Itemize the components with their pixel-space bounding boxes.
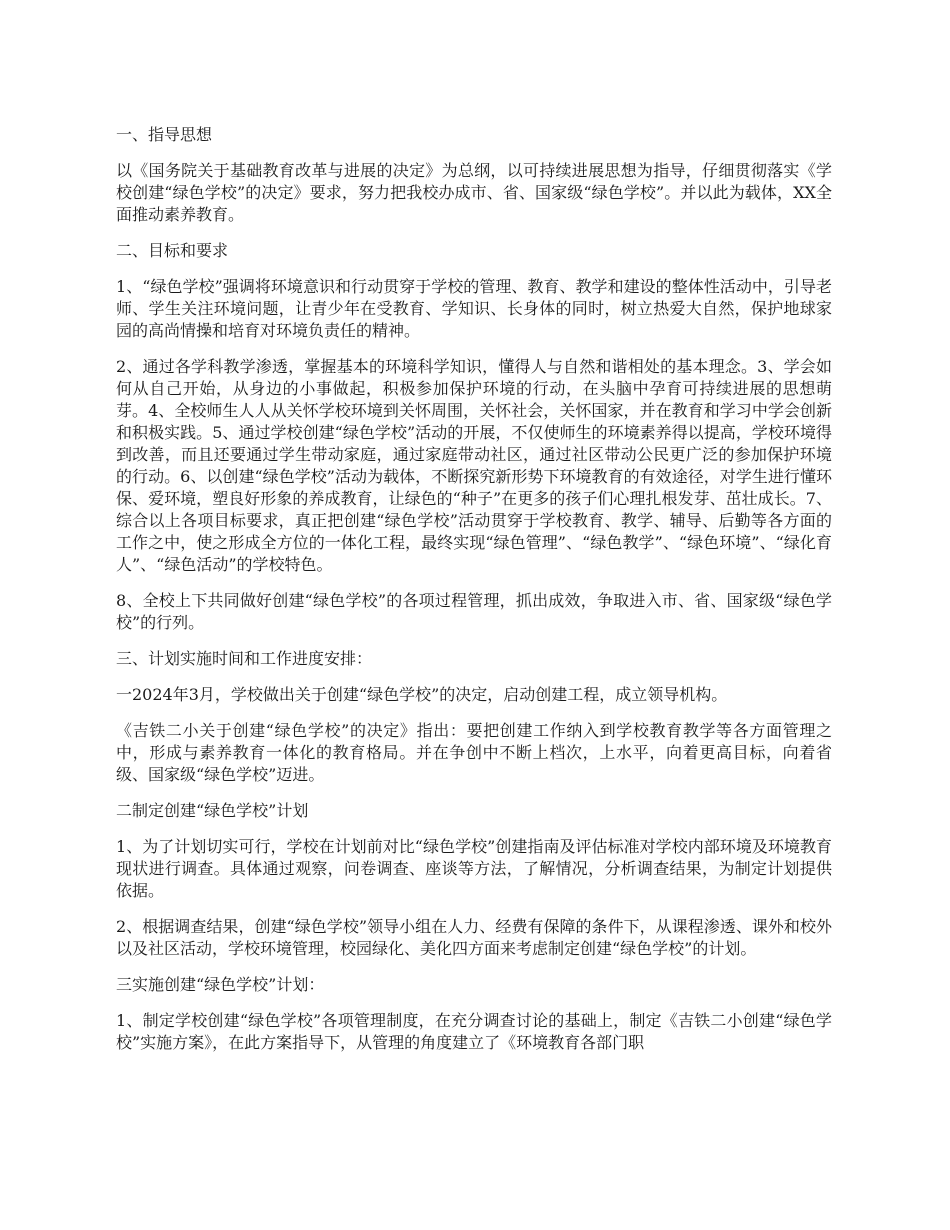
section-heading-schedule: 三、计划实施时间和工作进度安排： xyxy=(116,649,373,668)
paragraph-goal-8: 8、全校上下共同做好创建“绿色学校”的各项过程管理，抓出成效，争取进入市、省、国家级“绿色学校”的行列。 xyxy=(116,591,832,632)
paragraph-goal-1: 1、“绿色学校”强调将环境意识和行动贯穿于学校的管理、教育、教学和建设的整体性活动中，引导老师、学生关注环境问题，让青少年在受教育、学知识、长身体的同时，树立热爱大自然，保护地球家园的高尚情操和培育对环境负责任的精神。 xyxy=(116,277,832,340)
paragraph-decision: 《吉铁二小关于创建“绿色学校”的决定》指出：要把创建工作纳入到学校教育教学等各方面管理之中，形成与素养教育一体化的教育格局。并在争创中不断上档次，上水平，向着更高目标，向着省级、国家级“绿色学校”迈进。 xyxy=(116,721,832,784)
paragraph-schedule-start: 一2024年3月，学校做出关于创建“绿色学校”的决定，启动创建工程，成立领导机构。 xyxy=(116,685,728,704)
subheading-implement-plan: 三实施创建“绿色学校”计划： xyxy=(116,975,325,994)
paragraph-plan-formulation: 2、根据调查结果，创建“绿色学校”领导小组在人力、经费有保障的条件下，从课程渗透、课外和校外以及社区活动，学校环境管理，校园绿化、美化四方面来考虑制定创建“绿色学校”的计划。 xyxy=(116,917,832,958)
section-heading-guiding-ideology: 一、指导思想 xyxy=(116,125,213,144)
paragraph-implement-rules: 1、制定学校创建“绿色学校”各项管理制度，在充分调查讨论的基础上，制定《吉铁二小创建“绿色学校”实施方案》，在此方案指导下，从管理的角度建立了《环境教育各部门职 xyxy=(116,1011,832,1052)
section-heading-goals: 二、目标和要求 xyxy=(116,241,229,260)
document-page xyxy=(116,124,832,1068)
paragraph-plan-survey: 1、为了计划切实可行，学校在计划前对比“绿色学校”创建指南及评估标准对学校内部环境及环境教育现状进行调查。具体通过观察，问卷调查、座谈等方法，了解情况，分析调查结果，为制定计划提供依据。 xyxy=(116,837,832,900)
paragraph-guiding-ideology: 以《国务院关于基础教育改革与进展的决定》为总纲，以可持续进展思想为指导，仔细贯彻落实《学校创建“绿色学校”的决定》要求，努力把我校办成市、省、国家级“绿色学校”。并以此为载体，XX全面推动素养教育。 xyxy=(116,161,832,224)
paragraph-goals-2-7: 2、通过各学科教学渗透，掌握基本的环境科学知识，懂得人与自然和谐相处的基本理念。3、学会如何从自己开始，从身边的小事做起，积极参加保护环境的行动，在头脑中孕育可持续进展的思想萌芽。4、全校师生人人从关怀学校环境到关怀周围，关怀社会，关怀国家，并在教育和学习中学会创新和积极实践。5、通过学校创建“绿色学校”活动的开展，不仅使师生的环境素养得以提高，学校环境得到改善，而且还要通过学生带动家庭，通过家庭带动社区，通过社区带动公民更广泛的参加保护环境的行动。6、以创建“绿色学校”活动为载体，不断探究新形势下环境教育的有效途径，对学生进行懂环保、爱环境，塑良好形象的养成教育，让绿色的“种子”在更多的孩子们心理扎根发芽、茁壮成长。7、综合以上各项目标要求，真正把创建“绿色学校”活动贯穿于学校教育、教学、辅导、后勤等各方面的工作之中，使之形成全方位的一体化工程，最终实现“绿色管理”、“绿色教学”、“绿色环境”、“绿化育人”、“绿色活动”的学校特色。 xyxy=(116,357,832,574)
subheading-make-plan: 二制定创建“绿色学校”计划 xyxy=(116,801,309,820)
